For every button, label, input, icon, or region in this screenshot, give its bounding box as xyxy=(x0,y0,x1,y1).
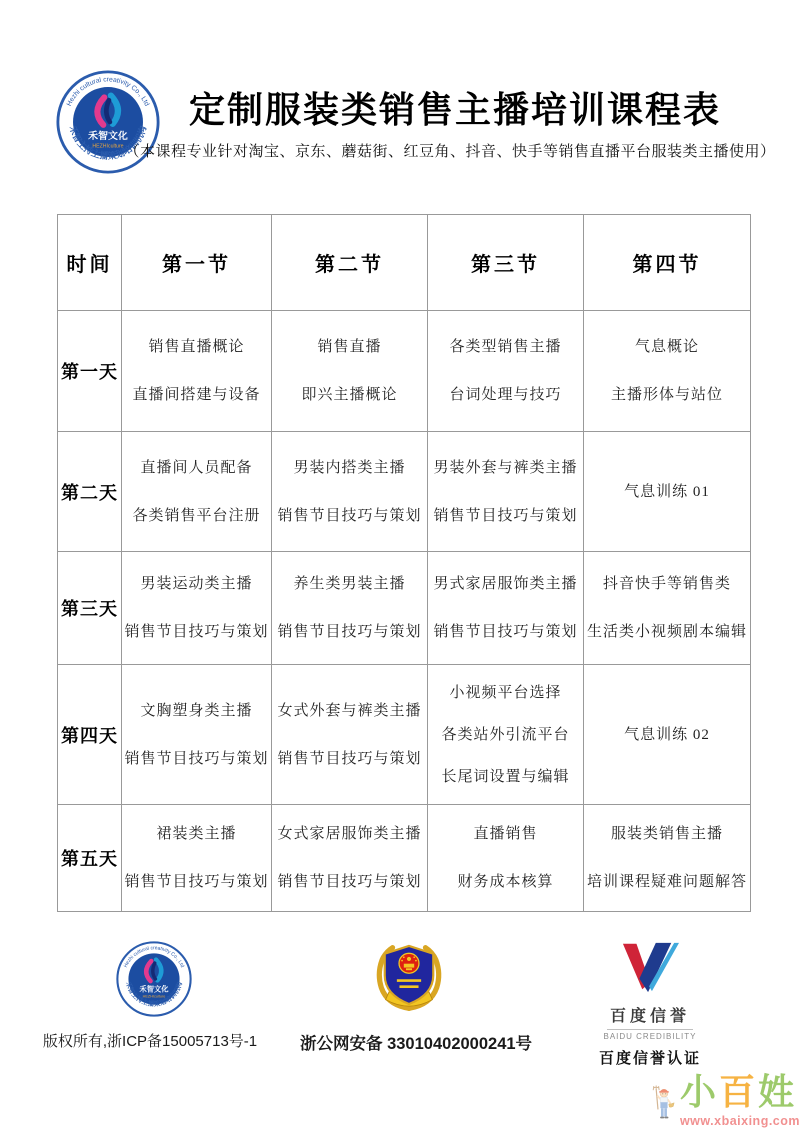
course-cell xyxy=(428,311,584,432)
divider xyxy=(607,1029,693,1030)
course-line: 销售节目技巧与策划 xyxy=(124,750,269,767)
course-cell xyxy=(584,432,751,552)
table-row-day2 xyxy=(58,432,751,552)
course-line: 男装运动类主播 xyxy=(140,576,253,592)
watermark-title xyxy=(680,1072,800,1112)
course-cell xyxy=(122,432,272,552)
page-title: 定制服装类销售主播培训课程表 xyxy=(188,90,721,130)
course-line: 销售直播 xyxy=(317,339,382,355)
course-line: 养生类男装主播 xyxy=(293,576,406,592)
course-cell xyxy=(584,311,751,432)
course-line: 文胸塑身类主播 xyxy=(140,702,253,719)
table-row-day5 xyxy=(58,805,751,912)
copyright-icp-text: 版权所有,浙ICP备15005713号-1 xyxy=(42,1033,258,1050)
watermark-url: www.xbaixing.com xyxy=(679,1114,800,1128)
course-line: 气息概论 xyxy=(634,339,699,355)
course-line: 服装类销售主播 xyxy=(610,826,723,842)
course-line: 各类销售平台注册 xyxy=(132,507,261,524)
course-line: 主播形体与站位 xyxy=(610,387,723,403)
course-line: 抖音快手等销售类 xyxy=(602,576,731,592)
table-row-day4 xyxy=(58,665,751,805)
course-cell xyxy=(272,432,428,552)
baidu-credibility-cn: 百度信誉 xyxy=(609,1008,690,1025)
farmer-mascot-icon xyxy=(652,1072,676,1136)
schedule-table-wrapper xyxy=(57,214,751,912)
police-badge xyxy=(370,938,448,1018)
day-label: 第二天 xyxy=(58,432,122,552)
day-label: 第四天 xyxy=(58,665,122,805)
course-line: 裙装类主播 xyxy=(156,826,237,842)
course-line: 销售直播概论 xyxy=(148,339,245,355)
table-row-day1 xyxy=(58,311,751,432)
course-line: 直播间人员配备 xyxy=(140,459,253,476)
baidu-cert-text: 百度信誉认证 xyxy=(598,1050,701,1067)
course-line: 小视频平台选择 xyxy=(449,684,562,701)
course-line: 男式家居服饰类主播 xyxy=(433,576,578,592)
course-line: 直播间搭建与设备 xyxy=(132,387,261,403)
course-line: 培训课程疑难问题解答 xyxy=(586,874,747,890)
course-cell xyxy=(272,552,428,665)
course-line: 销售节目技巧与策划 xyxy=(277,750,422,767)
course-line: 销售节目技巧与策划 xyxy=(277,874,422,890)
course-line: 财务成本核算 xyxy=(457,874,554,890)
course-line: 各类型销售主播 xyxy=(449,339,562,355)
course-cell xyxy=(584,665,751,805)
col-header-session4: 第四节 xyxy=(584,215,751,311)
day-label: 第五天 xyxy=(58,805,122,912)
course-cell xyxy=(428,665,584,805)
course-line: 销售节目技巧与策划 xyxy=(124,624,269,640)
table-header-row xyxy=(58,215,751,311)
course-line: 各类站外引流平台 xyxy=(441,726,570,743)
course-line: 即兴主播概论 xyxy=(301,387,398,403)
day-label: 第三天 xyxy=(58,552,122,665)
schedule-table xyxy=(57,214,751,912)
course-line: 长尾词设置与编辑 xyxy=(441,768,570,785)
course-line: 销售节目技巧与策划 xyxy=(124,874,269,890)
col-header-session1: 第一节 xyxy=(122,215,272,311)
baidu-credibility-block xyxy=(575,938,725,1068)
table-row-day3 xyxy=(58,552,751,665)
course-cell xyxy=(272,665,428,805)
xbaixing-watermark xyxy=(652,1072,800,1136)
watermark-char: 百 xyxy=(718,1072,755,1112)
course-line: 生活类小视频剧本编辑 xyxy=(586,624,747,640)
course-cell xyxy=(122,665,272,805)
course-cell xyxy=(428,552,584,665)
course-line: 直播销售 xyxy=(473,826,538,842)
police-badge-icon xyxy=(370,938,448,1018)
watermark-char: 小 xyxy=(679,1072,716,1112)
course-line: 销售节目技巧与策划 xyxy=(277,507,422,524)
course-line: 销售节目技巧与策划 xyxy=(277,624,422,640)
col-header-session3: 第三节 xyxy=(428,215,584,311)
course-line: 男装内搭类主播 xyxy=(293,459,406,476)
hezhi-logo-icon xyxy=(116,941,192,1017)
col-header-session2: 第二节 xyxy=(272,215,428,311)
baidu-credibility-en: BAIDU CREDIBILITY xyxy=(603,1032,697,1041)
course-cell xyxy=(428,432,584,552)
course-line: 销售节目技巧与策划 xyxy=(433,624,578,640)
course-cell xyxy=(122,805,272,912)
course-cell xyxy=(272,311,428,432)
course-line: 女式家居服饰类主播 xyxy=(277,826,422,842)
col-header-time: 时间 xyxy=(58,215,122,311)
course-cell xyxy=(122,311,272,432)
course-line: 气息训练 02 xyxy=(624,726,710,743)
page-subtitle: （本课程专业针对淘宝、京东、蘑菇街、红豆角、抖音、快手等销售直播平台服装类主播使用） xyxy=(124,144,776,160)
course-cell xyxy=(584,552,751,665)
course-cell xyxy=(584,805,751,912)
course-line: 女式外套与裤类主播 xyxy=(277,702,422,719)
course-line: 台词处理与技巧 xyxy=(449,387,562,403)
watermark-char: 姓 xyxy=(757,1072,794,1112)
day-label: 第一天 xyxy=(58,311,122,432)
course-line: 气息训练 01 xyxy=(624,483,710,500)
footer-company-logo xyxy=(116,941,192,1017)
course-cell xyxy=(428,805,584,912)
course-line: 男装外套与裤类主播 xyxy=(433,459,578,476)
course-cell xyxy=(272,805,428,912)
baidu-v-icon xyxy=(615,938,685,996)
course-line: 销售节目技巧与策划 xyxy=(433,507,578,524)
police-record-text: 浙公网安备 33010402000241号 xyxy=(300,1035,533,1053)
course-cell xyxy=(122,552,272,665)
